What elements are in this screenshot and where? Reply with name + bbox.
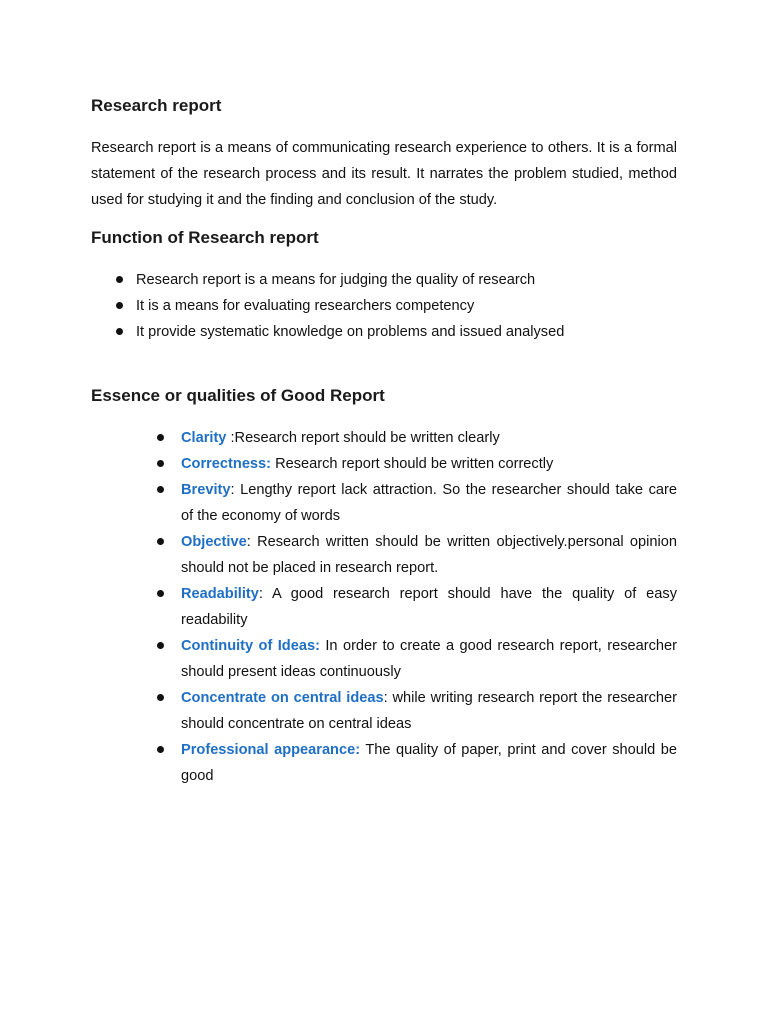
heading-research-report: Research report <box>91 96 222 115</box>
list-item <box>181 425 677 451</box>
quality-description: Research report should be written correctly <box>275 456 554 472</box>
heading-qualities: Essence or qualities of Good Report <box>91 386 385 405</box>
quality-description: The quality of paper, print and cover should be good <box>181 742 677 784</box>
list-item-text: It provide systematic knowledge on problems and issued analysed <box>136 324 565 340</box>
bullet-icon <box>157 694 164 701</box>
list-item <box>91 267 691 293</box>
quality-term: Readability <box>181 586 259 602</box>
bullet-icon <box>157 486 164 493</box>
quality-description: A good research report should have the quality of easy readability <box>181 586 677 628</box>
list-item <box>181 633 677 685</box>
list-item <box>181 581 677 633</box>
list-item <box>181 685 677 737</box>
list-item <box>91 319 691 345</box>
list-item <box>181 477 677 529</box>
quality-separator: : <box>383 690 393 706</box>
quality-term: Correctness: <box>181 456 272 472</box>
quality-term: Objective <box>181 534 247 550</box>
intro-paragraph: Research report is a means of communicating research experience to others. It is a formal statement of the research process and its result. It narrates the problem studied, method used for studying it and the finding and conclusion of the study. <box>91 140 677 208</box>
list-item <box>181 529 677 581</box>
quality-term: Clarity <box>181 430 227 446</box>
bullet-icon <box>116 302 123 309</box>
bullet-icon <box>116 276 123 283</box>
quality-separator: : <box>246 534 258 550</box>
quality-term: Professional appearance: <box>181 742 361 758</box>
heading-function: Function of Research report <box>91 228 319 247</box>
list-item-text: It is a means for evaluating researchers competency <box>136 298 475 314</box>
bullet-icon <box>157 460 164 467</box>
bullet-icon <box>157 642 164 649</box>
quality-description: Research written should be written objectively.personal opinion should not be placed in research report. <box>181 534 677 576</box>
bullet-icon <box>157 538 164 545</box>
list-item <box>91 293 691 319</box>
quality-separator: : <box>226 430 235 446</box>
list-item <box>181 737 677 789</box>
quality-description: while writing research report the researcher should concentrate on central ideas <box>181 690 677 732</box>
bullet-icon <box>157 434 164 441</box>
bullet-icon <box>157 746 164 753</box>
quality-term: Concentrate on central ideas <box>181 690 384 706</box>
list-item <box>181 451 677 477</box>
list-item-text: Research report is a means for judging the quality of research <box>136 272 536 288</box>
quality-separator: : <box>230 482 241 498</box>
function-list <box>91 267 691 345</box>
quality-description: In order to create a good research report, researcher should present ideas continuously <box>181 638 677 680</box>
bullet-icon <box>157 590 164 597</box>
bullet-icon <box>116 328 123 335</box>
qualities-list <box>181 425 677 789</box>
quality-term: Brevity <box>181 482 231 498</box>
quality-description: Research report should be written clearly <box>234 430 500 446</box>
quality-separator: : <box>258 586 272 602</box>
quality-term: Continuity of Ideas: <box>181 638 320 654</box>
quality-description: Lengthy report lack attraction. So the researcher should take care of the economy of words <box>181 482 677 524</box>
